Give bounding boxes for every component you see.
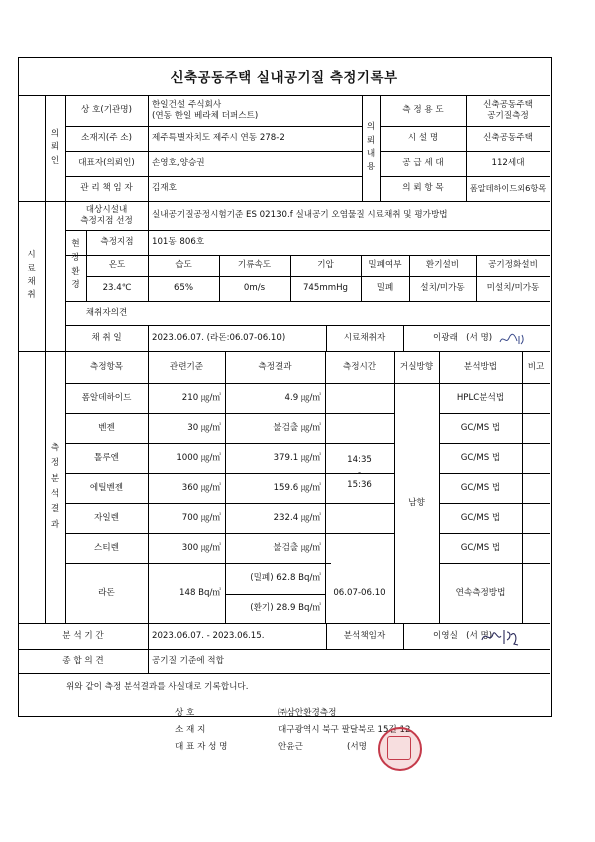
result-row-5-method: GC/MS 법 bbox=[460, 542, 501, 553]
env-value-4: 밀폐 bbox=[376, 283, 394, 294]
radon-closed-result: (밀폐) 62.8 Bq/㎥ bbox=[250, 573, 321, 584]
address-value: 제주특별자치도 제주시 연동 278-2 bbox=[152, 133, 285, 144]
result-row-4-method: GC/MS 법 bbox=[460, 512, 501, 523]
sampler-signature bbox=[497, 331, 527, 347]
env-value-6: 미설치/미가동 bbox=[486, 283, 540, 294]
analyst-value: 이영실 (서 명) bbox=[433, 630, 493, 641]
items-label: 의 뢰 항 목 bbox=[402, 183, 444, 194]
radon-standard: 148 Bq/㎥ bbox=[179, 587, 221, 598]
result-row-4-result: 232.4 ㎍/㎥ bbox=[273, 512, 321, 523]
company-name-label: 상 호(기관명) bbox=[81, 105, 132, 116]
sampler-opinion-label: 채취자의견 bbox=[85, 307, 128, 318]
representative-value: 손영호,양승권 bbox=[152, 158, 205, 169]
target-point-value: 실내공기질공정시험기준 ES 02130.f 실내공기 오염물질 시료채취 및 평가방법 bbox=[152, 210, 448, 221]
env-header-2: 기류속도 bbox=[237, 260, 272, 271]
footer-ceo-value: 안윤근 bbox=[278, 741, 303, 752]
items-value: 폼알데하이드외6항목 bbox=[469, 183, 547, 194]
analyst-label: 분석책임자 bbox=[343, 630, 386, 641]
sampler-label: 시료채취자 bbox=[343, 332, 386, 343]
env-header-1: 습도 bbox=[175, 260, 192, 271]
header-time: 측정시간 bbox=[342, 361, 377, 372]
header-item: 측정항목 bbox=[89, 361, 124, 372]
company-seal-stamp bbox=[378, 727, 422, 771]
footer-address-value: 대구광역시 북구 팔달북로 15길 12 bbox=[278, 724, 411, 735]
radon-method: 연속측정방법 bbox=[455, 587, 506, 598]
result-row-0-result: 4.9 ㎍/㎥ bbox=[284, 392, 321, 403]
footer-address-label: 소 재 지 bbox=[175, 724, 206, 735]
header-result: 측정결과 bbox=[258, 361, 292, 372]
measure-point-label: 측정지점 bbox=[100, 237, 134, 248]
analysis-period-label: 분 석 기 간 bbox=[62, 630, 104, 641]
facility-label: 시 설 명 bbox=[407, 133, 439, 144]
result-row-5-item: 스티렌 bbox=[94, 542, 119, 553]
measure-time-value: 14:35 - 15:36 bbox=[347, 454, 372, 491]
requester-section-label: 의 뢰 인 bbox=[50, 129, 60, 166]
representative-label: 대표자(의뢰인) bbox=[78, 158, 135, 169]
results-section-label: 측 정 분 석 결 과 bbox=[50, 442, 60, 530]
env-header-6: 공기정화설비 bbox=[488, 260, 538, 271]
radon-item: 라돈 bbox=[98, 587, 115, 598]
document-title: 신축공동주택 실내공기질 측정기록부 bbox=[18, 57, 550, 96]
sampler-value: 이광래 (서 명) bbox=[433, 332, 493, 343]
radon-vent-result: (환기) 28.9 Bq/㎥ bbox=[250, 603, 321, 614]
header-method: 분석방법 bbox=[463, 361, 498, 372]
result-row-3-result: 159.6 ㎍/㎥ bbox=[273, 482, 321, 493]
result-row-2-std: 1000 ㎍/㎥ bbox=[176, 452, 221, 463]
footer-company-label: 상 호 bbox=[175, 707, 195, 718]
result-row-3-method: GC/MS 법 bbox=[460, 482, 501, 493]
analysis-period-value: 2023.06.07. - 2023.06.15. bbox=[152, 630, 265, 641]
result-row-1-std: 30 ㎍/㎥ bbox=[187, 422, 221, 433]
env-header-0: 온도 bbox=[108, 260, 126, 271]
manager-label: 관 리 책 임 자 bbox=[80, 183, 133, 194]
header-direction: 거실방향 bbox=[399, 361, 434, 372]
result-row-1-result: 불검출 ㎍/㎥ bbox=[273, 422, 321, 433]
footer-company-value: ㈜삼안환경측정 bbox=[278, 707, 337, 718]
site-environment-label: 현 장 환 경 bbox=[71, 239, 80, 291]
env-value-1: 65% bbox=[173, 283, 194, 294]
header-remarks: 비고 bbox=[527, 361, 545, 372]
company-name-value: 한일건설 주식회사 (연동 한일 베라체 더퍼스트) bbox=[152, 99, 259, 121]
result-row-2-result: 379.1 ㎍/㎥ bbox=[273, 452, 321, 463]
purpose-label: 측 정 용 도 bbox=[402, 105, 444, 116]
sampling-date-value: 2023.06.07. (라돈:06.07-06.10) bbox=[152, 332, 286, 343]
env-header-4: 밀폐여부 bbox=[368, 260, 402, 271]
result-row-1-item: 벤젠 bbox=[98, 422, 115, 433]
summary-label: 종 합 의 견 bbox=[62, 655, 104, 666]
sampling-date-label: 채 취 일 bbox=[91, 332, 122, 343]
result-row-0-std: 210 ㎍/㎥ bbox=[181, 392, 221, 403]
result-row-4-std: 700 ㎍/㎥ bbox=[181, 512, 221, 523]
env-header-3: 기압 bbox=[317, 260, 334, 271]
sampler-opinion-value bbox=[148, 301, 550, 325]
measure-point-value: 101동 806호 bbox=[152, 237, 205, 248]
result-row-3-std: 360 ㎍/㎥ bbox=[181, 482, 221, 493]
footer-ceo-label: 대 표 자 성 명 bbox=[175, 741, 228, 752]
facility-value: 신축공동주택 bbox=[483, 133, 533, 144]
sampling-section-label: 시 료 채 취 bbox=[27, 250, 36, 301]
result-row-5-std: 300 ㎍/㎥ bbox=[181, 542, 221, 553]
result-row-0-method: HPLC분석법 bbox=[456, 392, 505, 403]
result-row-3-item: 에틸벤젠 bbox=[89, 482, 124, 493]
households-label: 공 급 세 대 bbox=[402, 158, 444, 169]
manager-value: 김재호 bbox=[152, 183, 177, 194]
result-row-0-item: 폼알데하이드 bbox=[81, 392, 132, 403]
request-section-label: 의 뢰 내 용 bbox=[366, 122, 376, 173]
env-value-5: 설치/미가동 bbox=[420, 283, 465, 294]
footer-sign-open: (서명 bbox=[347, 741, 367, 752]
purpose-value: 신축공동주택 공기질측정 bbox=[483, 99, 533, 121]
address-label: 소재지(주 소) bbox=[81, 133, 132, 144]
result-row-2-method: GC/MS 법 bbox=[460, 452, 501, 463]
result-row-2-item: 톨루엔 bbox=[94, 452, 119, 463]
result-row-1-method: GC/MS 법 bbox=[460, 422, 501, 433]
living-room-direction: 남향 bbox=[408, 497, 425, 508]
radon-time: 06.07-06.10 bbox=[333, 587, 386, 598]
analyst-signature bbox=[478, 626, 522, 648]
env-value-2: 0m/s bbox=[243, 283, 266, 294]
header-standard: 관련기준 bbox=[169, 361, 204, 372]
env-header-5: 환기설비 bbox=[425, 260, 460, 271]
result-row-5-result: 불검출 ㎍/㎥ bbox=[273, 542, 321, 553]
env-value-3: 745mmHg bbox=[302, 283, 349, 294]
result-row-4-item: 자일렌 bbox=[94, 512, 119, 523]
households-value: 112세대 bbox=[491, 158, 525, 169]
summary-value: 공기질 기준에 적합 bbox=[152, 655, 224, 666]
certification-statement: 위와 같이 측정 분석결과를 사실대로 기록합니다. bbox=[66, 681, 249, 692]
target-point-label: 대상시설내 측정지점 선정 bbox=[80, 204, 133, 226]
env-value-0: 23.4℃ bbox=[102, 283, 132, 294]
